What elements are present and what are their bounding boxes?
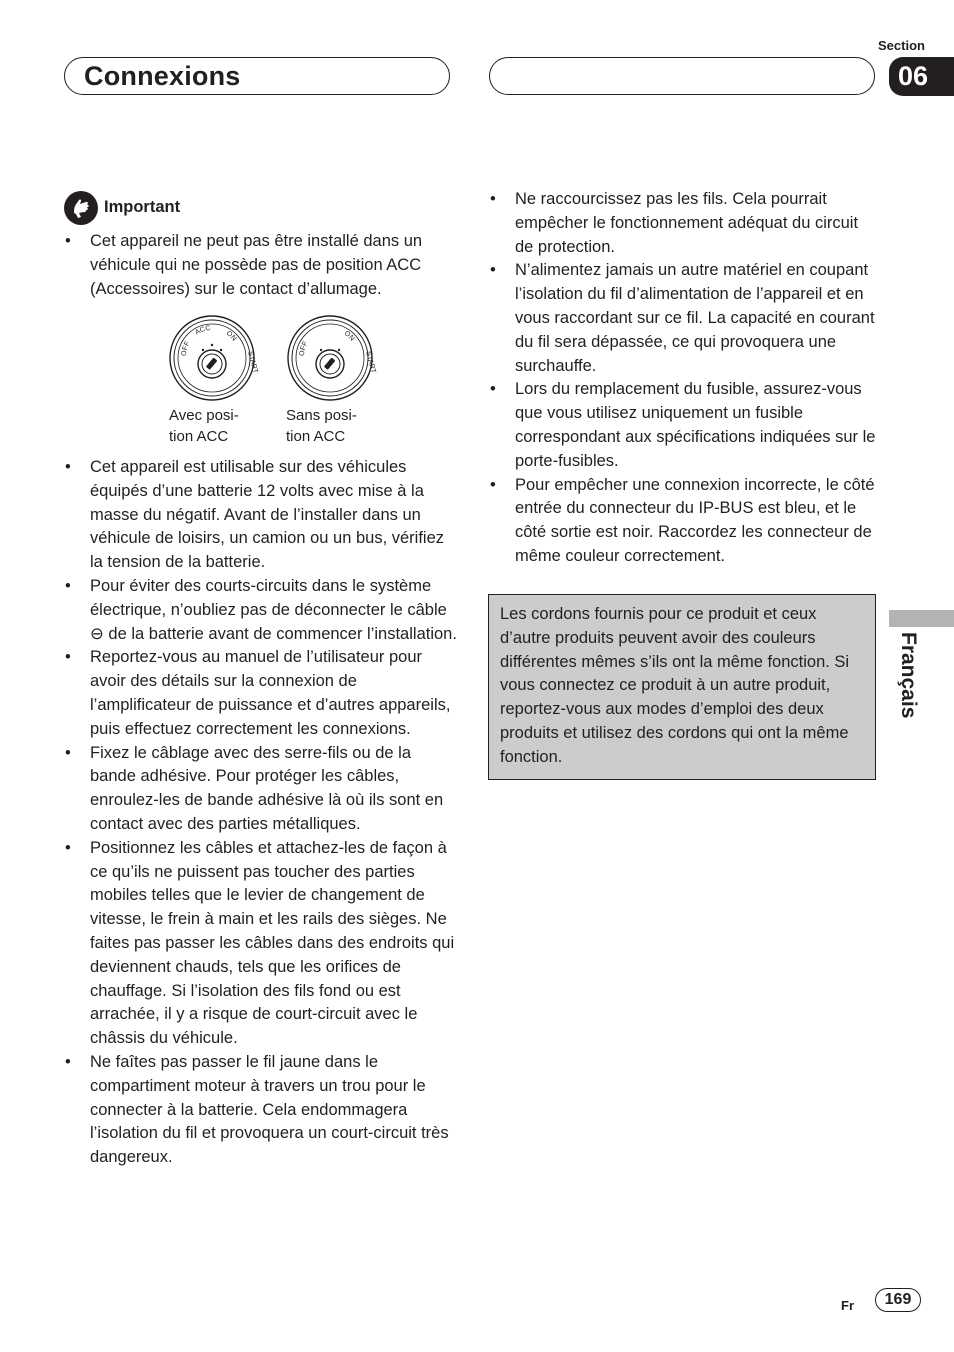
dial-label: START — [246, 350, 259, 375]
list-item: • N’alimentez jamais un autre matériel en coupant l’isolation du fil d’alimentation de l’appareil et en vous raccordant sur ce fil. La capacité en courant du fil sera dépassée, ce qui provoquera une surchauffe. — [487, 259, 879, 378]
caption-line: tion ACC — [286, 428, 346, 445]
bullet-list-top — [62, 230, 457, 301]
bullet-list-right — [487, 188, 879, 569]
dial-label: ON — [342, 329, 356, 343]
list-item: • Lors du remplacement du fusible, assurez-vous que vous utilisez uniquement un fusible correspondant aux spécifications indiquées sur le porte-fusibles. — [487, 378, 879, 473]
dial-label: ON — [224, 329, 238, 343]
ignition-switch-without-acc — [288, 316, 377, 400]
list-item: • Pour empêcher une connexion incorrecte, le côté entrée du connecteur du IP-BUS est bleu, et le côté sortie est noir. Raccordez les connecteur de même couleur correctement. — [487, 474, 879, 569]
page-title: Connexions — [84, 61, 241, 91]
caption-with-acc — [169, 405, 239, 447]
list-item: • Fixez le câblage avec des serre-fils ou de la bande adhésive. Pour protéger les câbles, enroulez-les de bande adhésive là où ils sont en contact avec des parties métalliques. — [62, 742, 457, 837]
dial-label: START — [364, 350, 377, 375]
right-column — [487, 188, 879, 569]
caption-line: Avec posi- — [169, 407, 239, 424]
list-item: • Cet appareil ne peut pas être installé dans un véhicule qui ne possède pas de position ACC (Accessoires) sur le contact d’allumage. — [62, 230, 457, 301]
bullet-list-bottom — [62, 456, 457, 1170]
ignition-switch-diagram — [168, 312, 383, 402]
list-item: • Ne raccourcissez pas les fils. Cela pourrait empêcher le fonctionnement adéquat du circuit de protection. — [487, 188, 879, 259]
left-column-bottom — [62, 456, 457, 1170]
footer-language-code: Fr — [841, 1298, 854, 1313]
list-item: • Pour éviter des courts-circuits dans le système électrique, n’oubliez pas de déconnecter le câble ⊖ de la batterie avant de commencer l’installation. — [62, 575, 457, 646]
list-item: • Reportez-vous au manuel de l’utilisateur pour avoir des détails sur la connexion de l’amplificateur de puissance et d’autres appareils, puis effectuez correctement les connexions. — [62, 646, 457, 741]
caption-line: Sans posi- — [286, 407, 357, 424]
ignition-figure — [168, 312, 383, 452]
important-label: Important — [104, 198, 181, 216]
header-right-frame — [489, 57, 875, 95]
list-item: • Ne faîtes pas passer le fil jaune dans le compartiment moteur à travers un trou pour le connecter à la batterie. Cela endommagera l’isolation du fil et provoquera un court-circuit très dangereux. — [62, 1051, 457, 1170]
caption-without-acc — [286, 405, 357, 447]
note-box — [488, 594, 876, 780]
section-label: Section — [878, 38, 925, 53]
important-hand-icon — [64, 191, 98, 225]
dial-label: OFF — [298, 340, 310, 357]
list-item: • Cet appareil est utilisable sur des véhicules équipés d’une batterie 12 volts avec mise à la masse du négatif. Avant de l’installer dans un véhicule de loisirs, un camion ou un bus, vérifiez la tension de la batterie. — [62, 456, 457, 575]
dial-label: ACC — [194, 324, 211, 337]
note-text: Les cordons fournis pour ce produit et ceux d’autre produits peuvent avoir des couleurs différentes mêmes s’ils ont la même fonction. Si vous connectez ce produit à un autre produit, reportez-vous aux modes d’emploi des deux produits et utilisez des cordons qui ont la même fonction. — [500, 605, 850, 766]
language-tab-label: Français — [897, 632, 920, 719]
left-column-top — [62, 230, 457, 301]
caption-line: tion ACC — [169, 428, 229, 445]
page-number: 169 — [875, 1288, 921, 1312]
dial-label: OFF — [180, 340, 192, 357]
section-number: 06 — [898, 61, 929, 91]
language-tab-bar — [889, 610, 954, 627]
list-item: • Positionnez les câbles et attachez-les de façon à ce qu’ils ne puissent pas toucher des parties mobiles telles que le levier de changement de vitesse, le frein à main et les rails des sièges. Ne faites pas passer les câbles dans des endroits qui deviennent chauds, tels que les orifices de chauffage. Si l’isolation des fils fond ou est arrachée, il y a risque de court-circuit avec le châssis du véhicule. — [62, 837, 457, 1051]
ignition-switch-with-acc — [170, 316, 259, 400]
